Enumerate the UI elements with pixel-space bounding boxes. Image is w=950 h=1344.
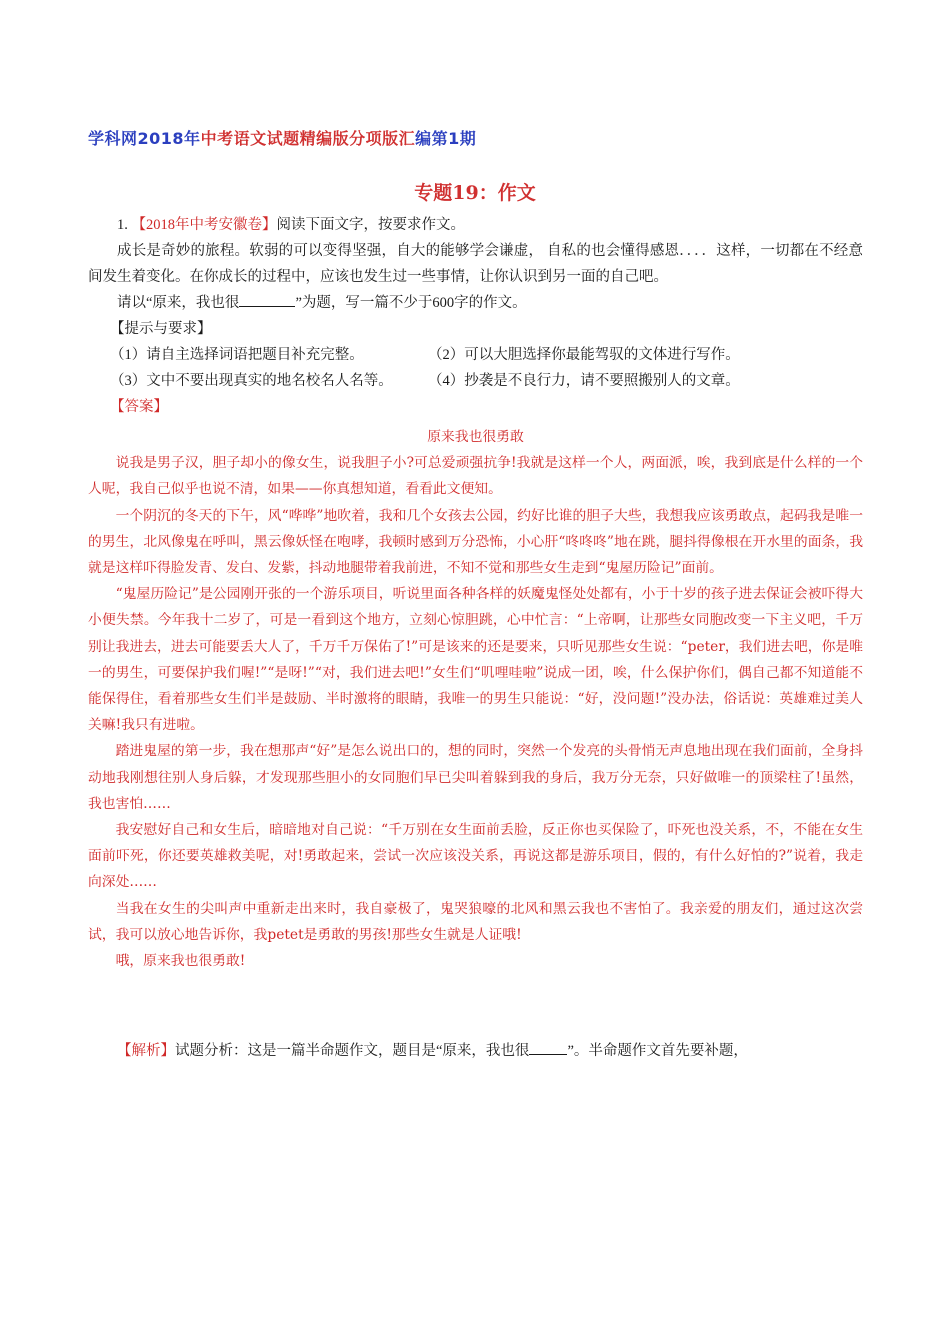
- topic-title: 专题19：作文: [414, 182, 536, 204]
- header-year: 2018年: [137, 129, 201, 148]
- essay-paragraph-6: 当我在女生的尖叫声中重新走出来时，我自豪极了，鬼哭狼嚎的北风和黑云我也不害怕了。我亲爱的朋友们，通过这次尝试，我可以放心地告诉你，我petet是勇敢的男孩!那些女生就是人证哦!: [88, 900, 863, 943]
- analysis-blank: [529, 1040, 567, 1055]
- fill-blank: [239, 292, 295, 307]
- essay-paragraph-7: 哦，原来我也很勇敢!: [115, 953, 246, 970]
- tip-1: （1）请自主选择词语把题目补充完整。: [110, 347, 364, 363]
- tip-4: （4）抄袭是不良行力，请不要照搬别人的文章。: [428, 373, 740, 389]
- essay-paragraph-5: 我安慰好自己和女生后，暗暗地对自己说：“千万别在女生面前丢脸，反正你也买保险了，吓死也没关系，不，不能在女生面前吓死，你还要英雄救美呢，对!勇敢起来，尝试一次应该没关系，再说这都是游乐项目，假的，有什么好怕的?”说着，我走向深处……: [88, 822, 863, 891]
- series-header: [88, 126, 476, 149]
- question-intro: 阅读下面文字，按要求作文。: [276, 217, 465, 233]
- essay-paragraph-4: 踏进鬼屋的第一步，我在想那声“好”是怎么说出口的，想的同时，突然一个发亮的头骨悄无声息地出现在我们面前，全身抖动地我刚想往别人身后躲，才发现那些胆小的女同胞们早已尖叫着躲到我的身后，我万分无奈，只好做唯一的顶梁柱了!虽然，我也害怕……: [88, 743, 863, 812]
- analysis-after: ”。半命题作文首先要补题，: [567, 1043, 748, 1059]
- question-block: [88, 212, 863, 420]
- analysis-line: [88, 1038, 863, 1064]
- question-source: 【2018年中考安徽卷】: [131, 217, 277, 233]
- answer-essay: [88, 424, 863, 974]
- header-brand: 学科网: [88, 129, 138, 148]
- header-middle: 中考语文试题精编版分项版汇: [200, 129, 416, 148]
- tips-label: 【提示与要求】: [110, 321, 212, 337]
- tips-row-2: [88, 368, 863, 394]
- essay-paragraph-3: “鬼屋历险记”是公园刚开张的一个游乐项目，听说里面各种各样的妖魔鬼怪处处都有，小于十岁的孩子进去保证会被吓得大小便失禁。今年我十二岁了，可是一看到这个地方，立刻心惊胆跳，心中忙言：“上帝啊，让那些女同胞改变一下主义吧，千万别让我进去，进去可能要丢大人了，千万千万保佑了!”可是该来的还是要来，只听见那些女生说：“peter，我们进去吧，你是唯一的男生，可要保护我们喔!”“是呀!”“对，我们进去吧!”女生们“叽哩哇啦”说成一团，唉，什么保护你们，偶自己都不知道能不能保得住，看着那些女生们半是鼓励、半时激将的眼睛，我唯一的男生只能说：“好，没问题!”没办法，俗话说：英雄难过美人关嘛!我只有进啦。: [88, 586, 863, 734]
- prompt-after: ”为题，写一篇不少于600字的作文。: [295, 295, 527, 311]
- tip-3: （3）文中不要出现真实的地名校名人名等。: [110, 373, 393, 389]
- question-intro-line: [88, 212, 863, 238]
- question-passage: 成长是奇妙的旅程。软弱的可以变得坚强，自大的能够学会谦虚， 自私的也会懂得感恩．．．．这样，一切都在不经意间发生着变化。在你成长的过程中，应该也发生过一些事情，让你认识到另一面的自己吧。: [88, 243, 863, 285]
- question-number: 1.: [117, 217, 128, 233]
- question-prompt: [88, 290, 863, 316]
- analysis-label: 【解析】: [117, 1043, 175, 1059]
- tips-row-1: [88, 342, 863, 368]
- analysis-before: 试题分析：这是一篇半命题作文，题目是“原来，我也很: [175, 1043, 530, 1059]
- essay-paragraph-2: 一个阴沉的冬天的下午，风“哗哗”地吹着，我和几个女孩去公园，约好比谁的胆子大些，我想我应该勇敢点，起码我是唯一的男生，北风像鬼在呼叫，黑云像妖怪在咆哮，我顿时感到万分恐怖，小心肝“咚咚咚”地在跳，腿抖得像根在开水里的面条，我就是这样吓得脸发青、发白、发紫，抖动地腿带着我前进，不知不觉和那些女生走到“鬼屋历险记”面前。: [88, 507, 863, 577]
- header-issue: 编第1期: [415, 129, 477, 148]
- prompt-before: 请以“原来，我也很: [117, 295, 240, 311]
- essay-paragraph-1: 说我是男子汉，胆子却小的像女生，说我胆子小?可总爱顽强抗争!我就是这样一个人，两面派，唉，我到底是什么样的一个人呢，我自己似乎也说不清，如果——你真想知道，看看此文便知。: [88, 455, 863, 498]
- analysis-block: [88, 1038, 863, 1064]
- answer-label: 【答案】: [110, 399, 168, 415]
- tip-2: （2）可以大胆选择你最能驾驭的文体进行写作。: [428, 347, 740, 363]
- essay-title: 原来我也很勇敢: [427, 429, 524, 444]
